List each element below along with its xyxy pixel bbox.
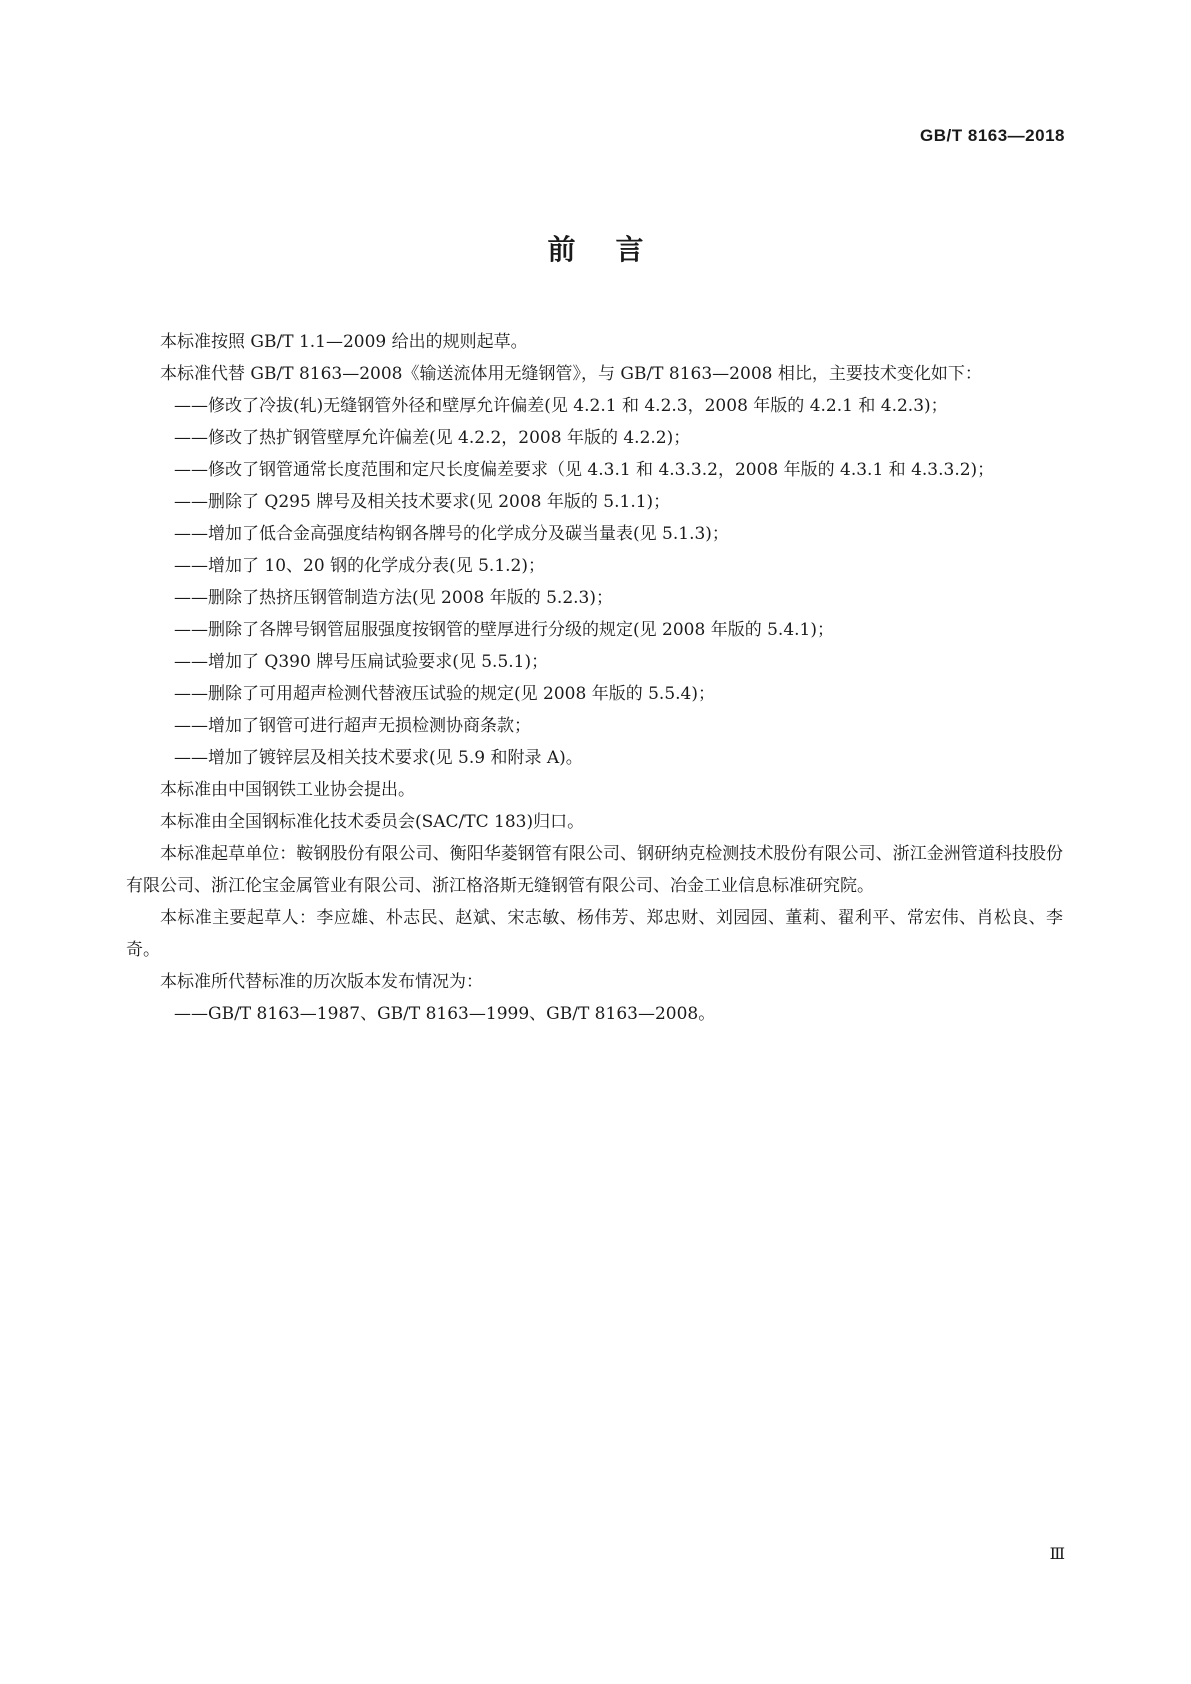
paragraph-drafting-rules: 本标准按照 GB/T 1.1—2009 给出的规则起草。 <box>160 332 528 352</box>
list-item: ——修改了冷拔(轧)无缝钢管外径和壁厚允许偏差(见 4.2.1 和 4.2.3，2008 年版的 4.2.1 和 4.2.3)； <box>174 396 948 416</box>
standard-code: GB/T 8163—2018 <box>920 126 1065 145</box>
list-item: ——修改了钢管通常长度范围和定尺长度偏差要求（见 4.3.1 和 4.3.3.2，2008 年版的 4.3.1 和 4.3.3.2)； <box>174 460 995 480</box>
list-item: ——增加了钢管可进行超声无损检测协商条款； <box>174 716 531 736</box>
list-item: ——删除了可用超声检测代替液压试验的规定(见 2008 年版的 5.5.4)； <box>174 684 715 704</box>
list-item: ——修改了热扩钢管壁厚允许偏差(见 4.2.2，2008 年版的 4.2.2)； <box>174 428 691 448</box>
paragraph-drafters: 本标准主要起草人：李应雄、朴志民、赵斌、宋志敏、杨伟芳、郑忠财、刘园园、董莉、翟利平、常宏伟、肖松良、李奇。 <box>126 908 1063 960</box>
history-versions: ——GB/T 8163—1987、GB/T 8163—1999、GB/T 8163—2008。 <box>174 1004 716 1024</box>
paragraph-history-intro: 本标准所代替标准的历次版本发布情况为： <box>160 972 483 992</box>
list-item: ——删除了热挤压钢管制造方法(见 2008 年版的 5.2.3)； <box>174 588 613 608</box>
foreword-body <box>126 326 1063 1030</box>
list-item: ——增加了 10、20 钢的化学成分表(见 5.1.2)； <box>174 556 545 576</box>
list-item: ——增加了 Q390 牌号压扁试验要求(见 5.5.1)； <box>174 652 549 672</box>
paragraph-drafting-units: 本标准起草单位：鞍钢股份有限公司、衡阳华菱钢管有限公司、钢研纳克检测技术股份有限公司、浙江金洲管道科技股份有限公司、浙江伦宝金属管业有限公司、浙江格洛斯无缝钢管有限公司、冶金工业信息标准研究院。 <box>126 844 1063 896</box>
paragraph-committee: 本标准由全国钢标准化技术委员会(SAC/TC 183)归口。 <box>160 812 585 832</box>
list-item: ——增加了低合金高强度结构钢各牌号的化学成分及碳当量表(见 5.1.3)； <box>174 524 729 544</box>
page-number: Ⅲ <box>1049 1544 1065 1563</box>
list-item: ——删除了 Q295 牌号及相关技术要求(见 2008 年版的 5.1.1)； <box>174 492 671 512</box>
technical-changes-list <box>126 390 1063 774</box>
paragraph-replacement-intro: 本标准代替 GB/T 8163—2008《输送流体用无缝钢管》，与 GB/T 8163—2008 相比，主要技术变化如下： <box>160 364 982 384</box>
paragraph-proposer: 本标准由中国钢铁工业协会提出。 <box>160 780 415 800</box>
list-item: ——增加了镀锌层及相关技术要求(见 5.9 和附录 A)。 <box>174 748 583 768</box>
list-item: ——删除了各牌号钢管屈服强度按钢管的壁厚进行分级的规定(见 2008 年版的 5.4.1)； <box>174 620 834 640</box>
page-title: 前言 <box>547 233 684 266</box>
